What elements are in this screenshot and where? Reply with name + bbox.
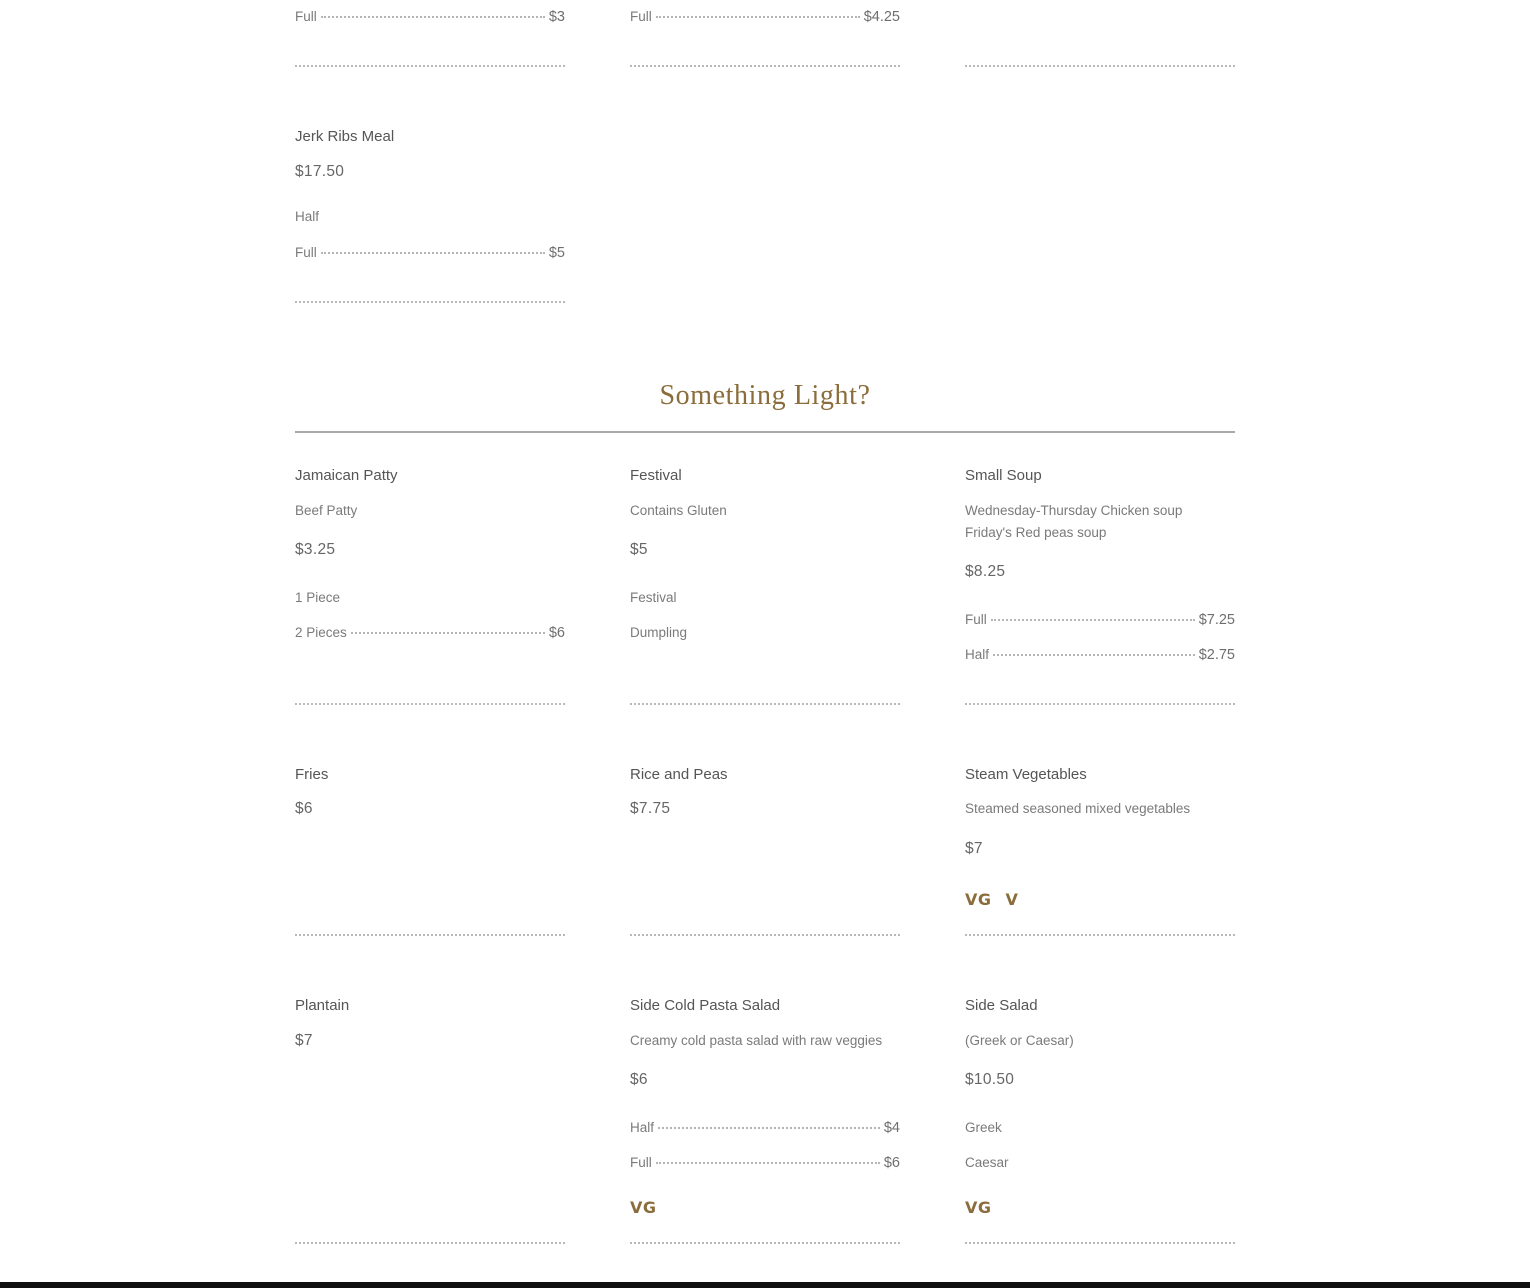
dotted-leader [658, 1127, 880, 1129]
variant-row [630, 624, 900, 642]
variant-row [630, 1154, 900, 1172]
item-name: Steam Vegetables [965, 766, 1087, 783]
item-description: (Greek or Caesar) [965, 1033, 1074, 1048]
variant-price: $4 [883, 1120, 900, 1136]
item-separator [965, 934, 1235, 936]
variant-row [965, 1119, 1235, 1137]
variant-row [630, 1119, 900, 1137]
variant-label: Half [630, 1120, 655, 1135]
item-price: $6 [295, 800, 313, 817]
section-divider [295, 431, 1235, 433]
item-name: Festival [630, 467, 682, 484]
variant-price: $6 [548, 625, 565, 641]
item-name: Rice and Peas [630, 766, 728, 783]
item-separator [965, 703, 1235, 705]
variant-label: Full [295, 9, 317, 24]
variant-label: Dumpling [630, 625, 688, 640]
item-price: $17.50 [295, 163, 345, 180]
item-description: Wednesday-Thursday Chicken soup Friday's Red peas soup [965, 503, 1183, 540]
item-price: $7.75 [630, 800, 671, 817]
item-description: Beef Patty [295, 503, 358, 518]
variant-label: Caesar [965, 1155, 1009, 1170]
dotted-leader [321, 252, 545, 254]
item-separator [630, 934, 900, 936]
dotted-leader [993, 654, 1195, 656]
variant-price: $6 [883, 1155, 900, 1171]
item-separator [630, 1242, 900, 1244]
dietary-badges [965, 1198, 1006, 1219]
variant-price: $3 [548, 9, 565, 25]
vegetarian-badge: V [1005, 890, 1019, 909]
variant-price: $4.25 [863, 9, 900, 25]
item-separator [630, 703, 900, 705]
variant-row [295, 244, 565, 262]
variant-label: Greek [965, 1120, 1002, 1135]
item-separator [295, 65, 565, 67]
variant-label: Full [295, 245, 317, 260]
item-price: $5 [630, 541, 648, 558]
item-price: $6 [630, 1071, 648, 1088]
variant-price: $5 [548, 245, 565, 261]
variant-label: Half [965, 647, 990, 662]
variant-label: Full [965, 612, 987, 627]
variant-row [295, 208, 565, 226]
variant-row [295, 624, 565, 642]
variant-label: Half [295, 209, 320, 224]
variant-label: Full [630, 9, 652, 24]
item-price: $10.50 [965, 1071, 1015, 1088]
item-separator [295, 934, 565, 936]
item-description: Creamy cold pasta salad with raw veggies [630, 1033, 883, 1048]
variant-row [630, 8, 900, 26]
vegan-badge: VG [965, 1198, 992, 1217]
item-description: Contains Gluten [630, 503, 727, 518]
item-separator [295, 703, 565, 705]
dotted-leader [656, 16, 860, 18]
item-price: $8.25 [965, 563, 1006, 580]
variant-row [295, 589, 565, 607]
dietary-badges [965, 890, 1032, 911]
item-name: Side Cold Pasta Salad [630, 997, 781, 1014]
variant-label: Festival [630, 590, 677, 605]
variant-row [965, 646, 1235, 664]
dotted-leader [351, 632, 545, 634]
item-separator [965, 1242, 1235, 1244]
item-name: Plantain [295, 997, 350, 1014]
item-description: Steamed seasoned mixed vegetables [965, 801, 1191, 816]
section-title: Something Light? [659, 380, 871, 411]
item-name: Jerk Ribs Meal [295, 128, 395, 145]
item-name: Small Soup [965, 467, 1042, 484]
variant-row [965, 611, 1235, 629]
footer-bar [0, 1282, 1530, 1288]
variant-row [965, 1154, 1235, 1172]
vegan-badge: VG [965, 890, 992, 909]
item-price: $3.25 [295, 541, 336, 558]
item-name: Side Salad [965, 997, 1038, 1014]
dietary-badges [630, 1198, 671, 1219]
item-price: $7 [965, 840, 983, 857]
vegan-badge: VG [630, 1198, 657, 1217]
variant-row [295, 8, 565, 26]
item-separator [630, 65, 900, 67]
variant-row [630, 589, 900, 607]
item-price: $7 [295, 1032, 313, 1049]
item-name: Jamaican Patty [295, 467, 398, 484]
dotted-leader [991, 619, 1195, 621]
variant-label: 1 Piece [295, 590, 341, 605]
item-separator [965, 65, 1235, 67]
dotted-leader [656, 1162, 880, 1164]
variant-label: Full [630, 1155, 652, 1170]
dotted-leader [321, 16, 545, 18]
item-separator [295, 1242, 565, 1244]
item-separator [295, 301, 565, 303]
variant-label: 2 Pieces [295, 625, 347, 640]
item-name: Fries [295, 766, 329, 783]
variant-price: $2.75 [1198, 647, 1235, 663]
variant-price: $7.25 [1198, 612, 1235, 628]
